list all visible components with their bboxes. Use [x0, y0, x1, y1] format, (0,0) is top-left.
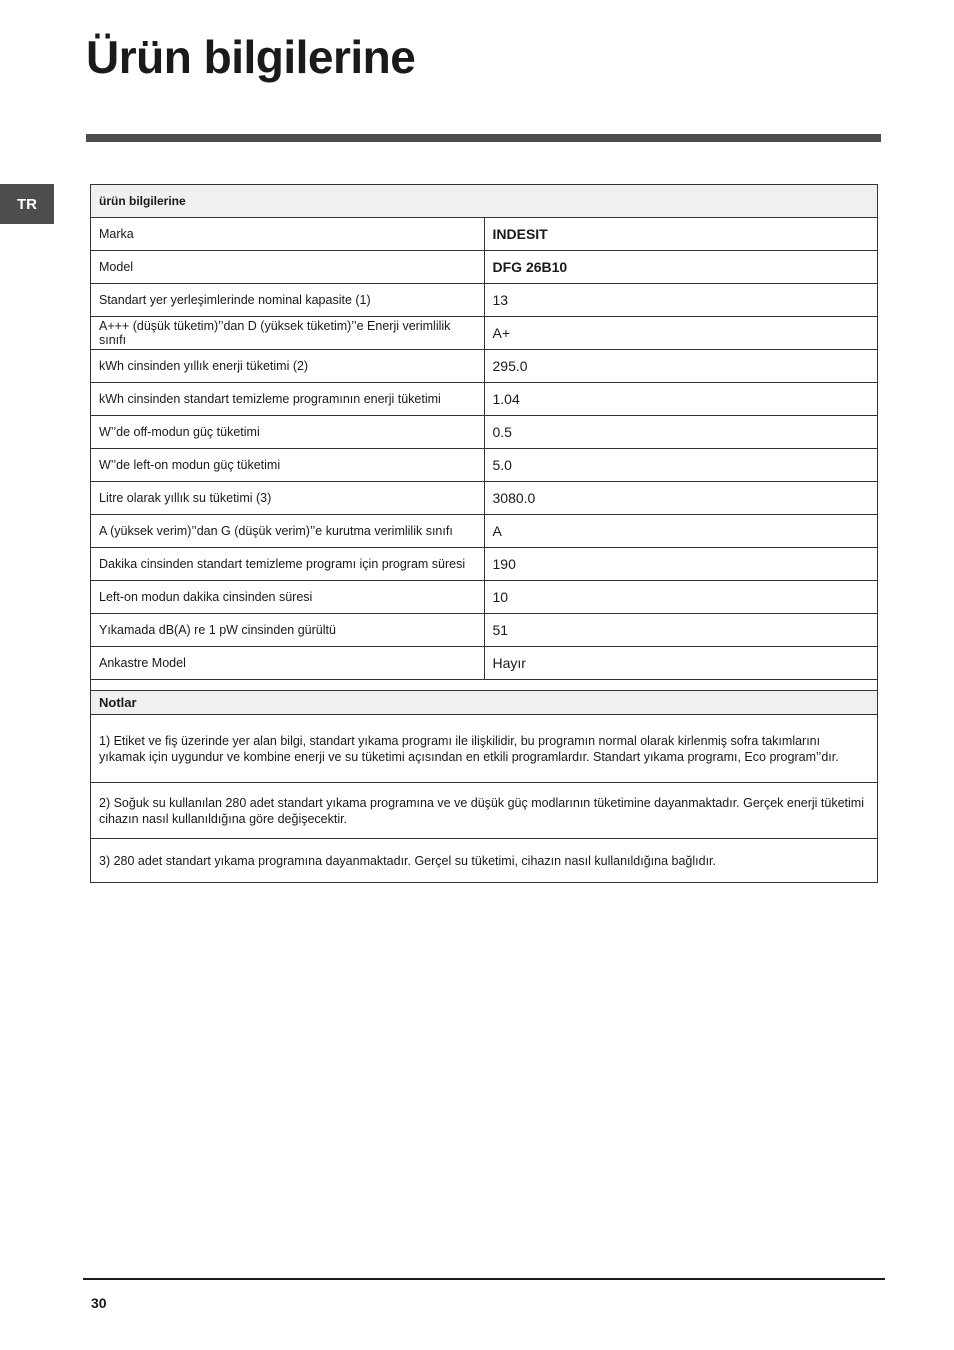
notes-header-row — [91, 691, 878, 715]
note-row — [91, 839, 878, 883]
row-label: Ankastre Model — [91, 647, 485, 680]
page-number: 30 — [91, 1295, 107, 1311]
row-label: Litre olarak yıllık su tüketimi (3) — [91, 482, 485, 515]
product-info-table — [90, 184, 878, 883]
note-item: 1) Etiket ve fiş üzerinde yer alan bilgi, standart yıkama programı ile ilişkilidir, bu programın normal olarak kirlenmiş sofra takımlarını yıkamak için uygundur ve kombine enerji ve su tüketimi açısından en etkili programlardır. Standart yıkama programı, Eco program’’dır. — [91, 715, 878, 783]
row-value: 3080.0 — [484, 482, 878, 515]
row-value: A — [484, 515, 878, 548]
table-row — [91, 317, 878, 350]
table-row — [91, 449, 878, 482]
note-row — [91, 783, 878, 839]
table-row — [91, 614, 878, 647]
table-row — [91, 416, 878, 449]
row-value: Hayır — [484, 647, 878, 680]
table-row — [91, 515, 878, 548]
row-value: 13 — [484, 284, 878, 317]
row-value: 51 — [484, 614, 878, 647]
row-value: 190 — [484, 548, 878, 581]
row-label: Standart yer yerleşimlerinde nominal kapasite (1) — [91, 284, 485, 317]
table-row — [91, 581, 878, 614]
table-spacer-row — [91, 680, 878, 691]
table-row — [91, 548, 878, 581]
row-label: Marka — [91, 218, 485, 251]
note-item: 3) 280 adet standart yıkama programına dayanmaktadır. Gerçel su tüketimi, cihazın nasıl kullanıldığına bağlıdır. — [91, 839, 878, 883]
row-label: A+++ (düşük tüketim)’’dan D (yüksek tüketim)’’e Enerji verimlilik sınıfı — [91, 317, 485, 350]
table-row — [91, 383, 878, 416]
notes-header: Notlar — [91, 691, 878, 715]
row-label: Dakika cinsinden standart temizleme programı için program süresi — [91, 548, 485, 581]
row-label: kWh cinsinden yıllık enerji tüketimi (2) — [91, 350, 485, 383]
row-value: 1.04 — [484, 383, 878, 416]
table-header-row — [91, 185, 878, 218]
row-value: 0.5 — [484, 416, 878, 449]
row-label: W’’de left-on modun güç tüketimi — [91, 449, 485, 482]
row-value: 10 — [484, 581, 878, 614]
footer-divider — [83, 1278, 885, 1280]
row-label: kWh cinsinden standart temizleme programının enerji tüketimi — [91, 383, 485, 416]
table-spacer — [91, 680, 878, 691]
row-label: Yıkamada dB(A) re 1 pW cinsinden gürültü — [91, 614, 485, 647]
note-row — [91, 715, 878, 783]
row-label: A (yüksek verim)’’dan G (düşük verim)’’e kurutma verimlilik sınıfı — [91, 515, 485, 548]
table-row — [91, 218, 878, 251]
note-item: 2) Soğuk su kullanılan 280 adet standart yıkama programına ve ve düşük güç modlarının tüketimine dayanmaktadır. Gerçek enerji tüketimi cihazın nasıl kullanıldığına göre değişecektir. — [91, 783, 878, 839]
row-label: W’’de off-modun güç tüketimi — [91, 416, 485, 449]
table-row — [91, 482, 878, 515]
table-row — [91, 350, 878, 383]
table-header: ürün bilgilerine — [91, 185, 878, 218]
title-divider — [86, 134, 881, 142]
row-label: Left-on modun dakika cinsinden süresi — [91, 581, 485, 614]
row-value: INDESIT — [484, 218, 878, 251]
table-row — [91, 251, 878, 284]
row-value: 295.0 — [484, 350, 878, 383]
row-label: Model — [91, 251, 485, 284]
row-value: DFG 26B10 — [484, 251, 878, 284]
row-value: A+ — [484, 317, 878, 350]
row-value: 5.0 — [484, 449, 878, 482]
table-row — [91, 647, 878, 680]
page-title: Ürün bilgilerine — [86, 31, 416, 83]
table-row — [91, 284, 878, 317]
language-tab: TR — [0, 184, 54, 224]
